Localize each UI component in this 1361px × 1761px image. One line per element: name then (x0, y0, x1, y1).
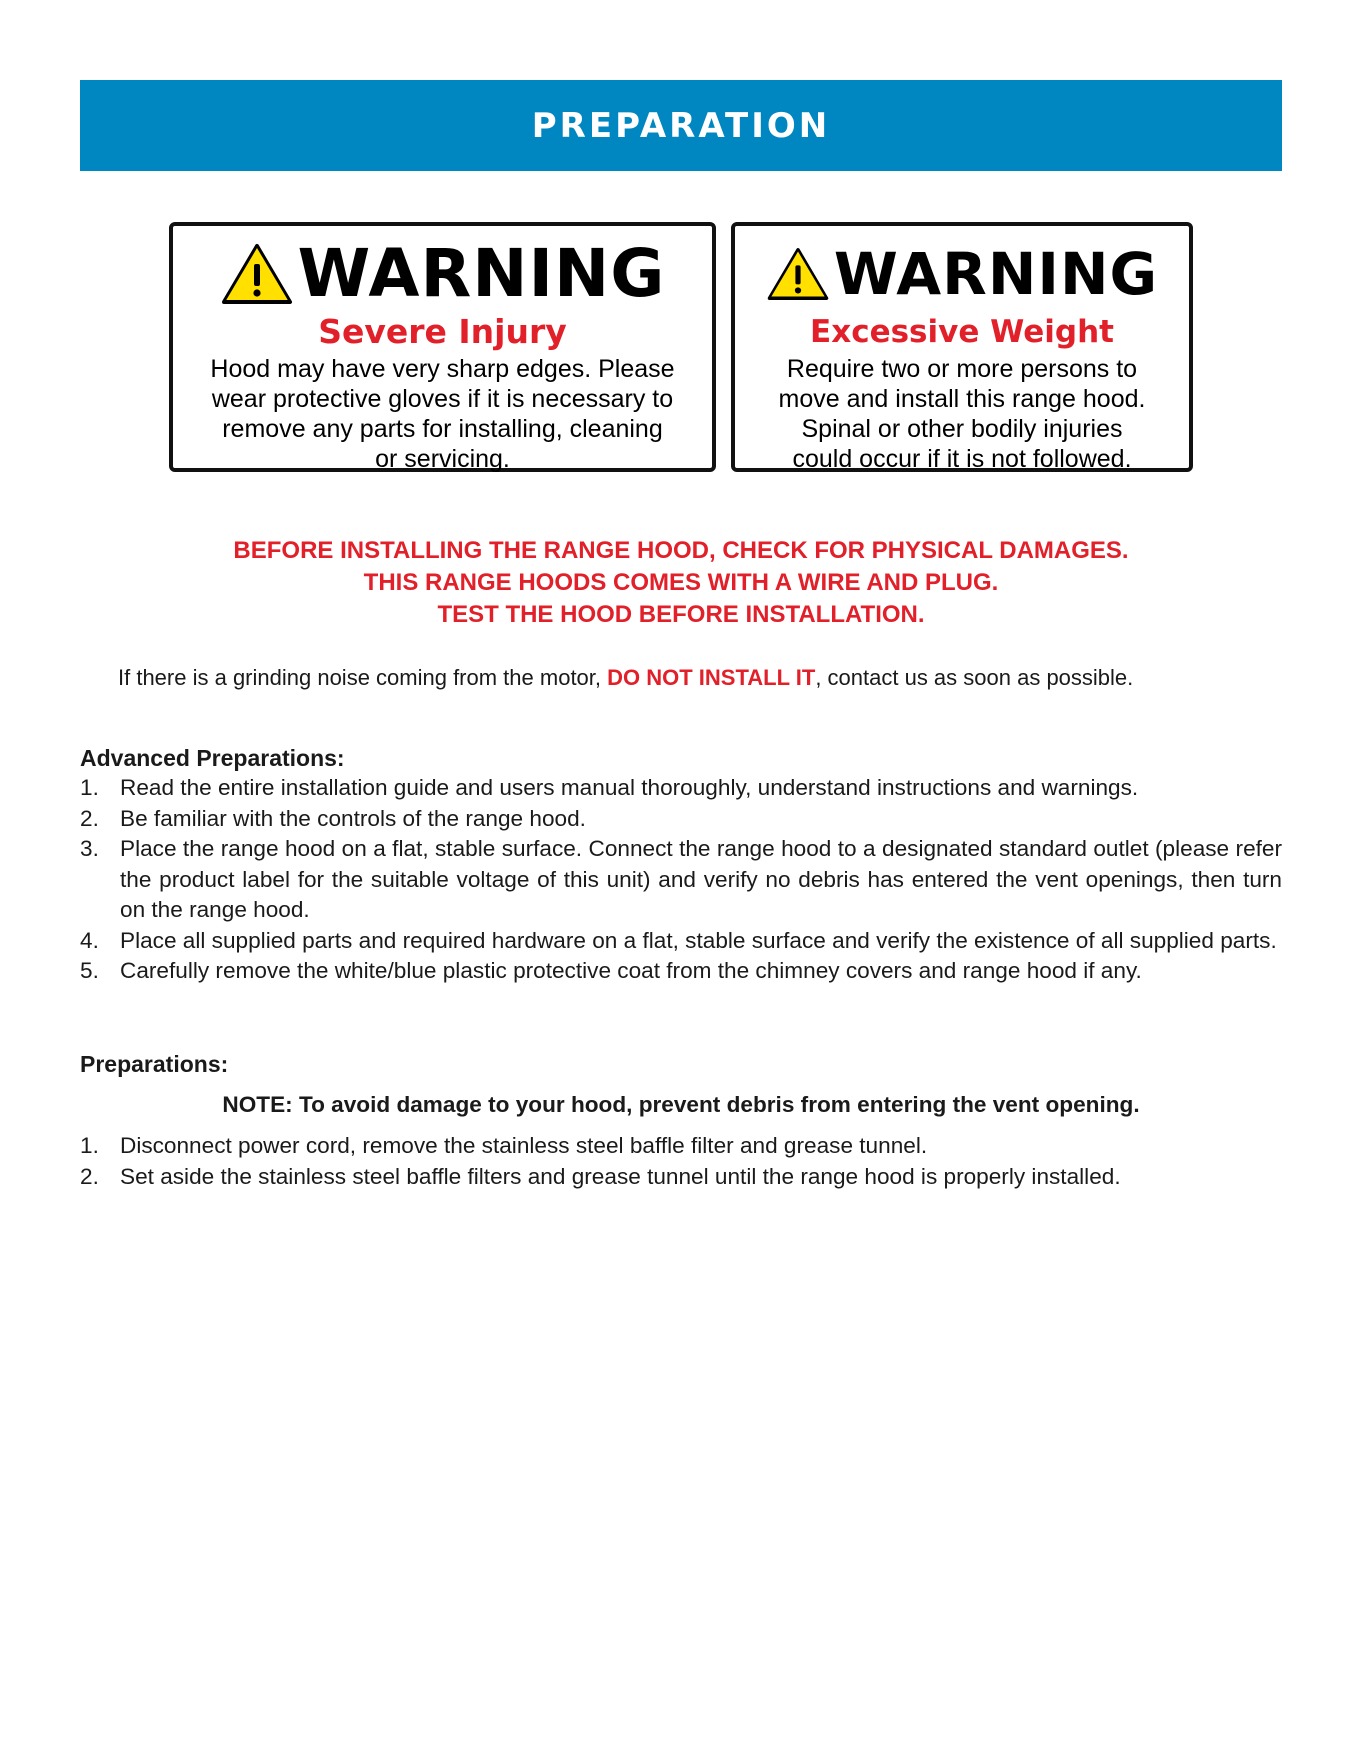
preparations-title: Preparations: (80, 1051, 229, 1077)
warning-text-line: wear protective gloves if it is necessary to (211, 385, 674, 413)
page-title: PREPARATION (531, 105, 831, 146)
advanced-preparations-title: Advanced Preparations: (80, 745, 345, 771)
notice-line: THIS RANGE HOODS COMES WITH A WIRE AND PLUG. (363, 569, 999, 596)
warning-text-line: Spinal or other bodily injuries (801, 415, 1123, 443)
advanced-steps-list (80, 773, 1282, 987)
step-text: Disconnect power cord, remove the stainless steel baffle filter and grease tunnel. (120, 1133, 928, 1158)
warning-heading (735, 238, 1189, 310)
warning-word: WARNING (833, 240, 1159, 308)
list-item (80, 773, 1282, 804)
step-number: 5. (80, 958, 99, 983)
step-text: Place the range hood on a flat, stable surface. Connect the range hood to a designated standard outlet (please refer the product label for the suitable voltage of this unit) and verify no debris has entered the vent openings, then turn on the range hood. (120, 836, 1282, 922)
step-number: 2. (80, 1163, 99, 1189)
step-number: 4. (80, 927, 99, 953)
warning-text-line: move and install this range hood. (778, 385, 1146, 413)
step-text: Be familiar with the controls of the range hood. (120, 805, 586, 831)
warning-word: WARNING (297, 235, 666, 312)
warning-text (183, 354, 702, 474)
step-text: Place all supplied parts and required hardware on a flat, stable surface and verify the existence of all supplied parts. (120, 927, 1277, 953)
warning-text (745, 354, 1179, 474)
preparations-steps-list (80, 1131, 1282, 1192)
header-bar (80, 80, 1282, 171)
step-text: Read the entire installation guide and users manual thoroughly, understand instructions and warnings. (120, 775, 1139, 800)
motor-notice-before: If there is a grinding noise coming from the motor, (118, 665, 608, 690)
step-number: 1. (80, 1133, 99, 1158)
warning-text-line: Hood may have very sharp edges. Please (210, 355, 675, 383)
warning-triangle-icon (220, 242, 294, 306)
list-item (80, 956, 1282, 987)
warning-text-line: or servicing. (375, 445, 510, 473)
motor-notice-after: , contact us as soon as possible. (815, 665, 1134, 690)
step-number: 2. (80, 805, 99, 831)
list-item (80, 1162, 1282, 1193)
list-item (80, 834, 1282, 926)
list-item (80, 926, 1282, 957)
list-item (80, 1131, 1282, 1162)
warning-subtitle: Excessive Weight (810, 314, 1114, 350)
notice-line: BEFORE INSTALLING THE RANGE HOOD, CHECK FOR PHYSICAL DAMAGES. (233, 537, 1129, 564)
warning-text-line: could occur if it is not followed. (792, 445, 1132, 473)
list-item (80, 804, 1282, 835)
warning-subtitle: Severe Injury (318, 312, 567, 351)
motor-notice (118, 664, 1268, 692)
warning-box-excessive-weight (731, 222, 1193, 472)
motor-notice-emphasis: DO NOT INSTALL IT (607, 665, 816, 690)
step-number: 1. (80, 775, 99, 800)
warning-box-severe-injury (169, 222, 716, 472)
notice-line: TEST THE HOOD BEFORE INSTALLATION. (437, 601, 925, 628)
warning-text-line: remove any parts for installing, cleaning (222, 415, 663, 443)
step-number: 3. (80, 836, 99, 861)
installation-notice (80, 535, 1282, 631)
step-text: Set aside the stainless steel baffle filters and grease tunnel until the range hood is properly installed. (120, 1163, 1121, 1189)
step-text: Carefully remove the white/blue plastic protective coat from the chimney covers and range hood if any. (120, 958, 1142, 983)
warning-text-line: Require two or more persons to (786, 355, 1138, 383)
preparations-note: NOTE: To avoid damage to your hood, prevent debris from entering the vent opening. (222, 1092, 1140, 1117)
warning-triangle-icon (766, 246, 830, 302)
warning-heading (173, 235, 712, 312)
